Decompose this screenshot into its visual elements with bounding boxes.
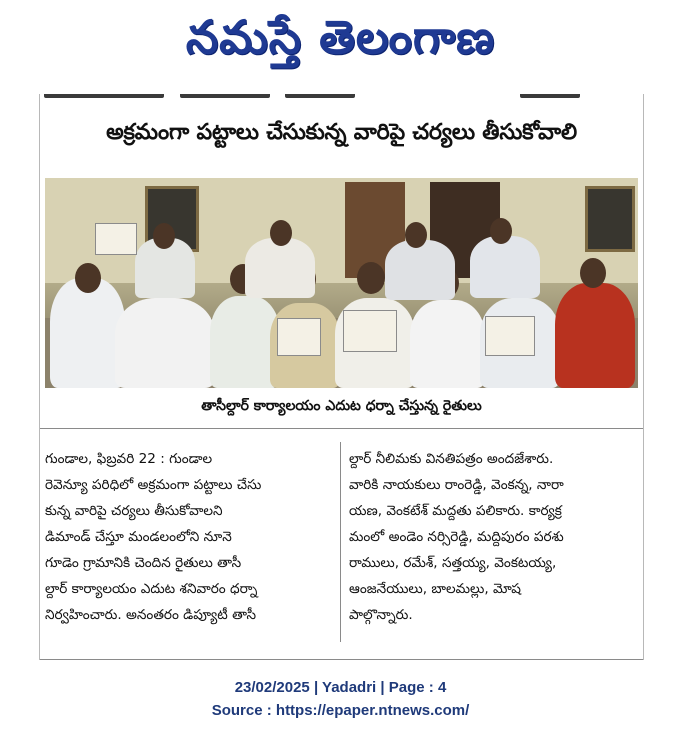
article-headline: అక్రమంగా పట్టాలు చేసుకున్న వారిపై చర్యలు తీసుకోవాలి <box>106 120 577 145</box>
article-line: గూడెం గ్రామానికి చెందిన రైతులు తాసీ <box>45 555 242 571</box>
article-body-right-column <box>349 446 637 628</box>
article-line: మంలో అండెం నర్సిరెడ్డి, మద్దిపురం పరశు <box>349 529 564 545</box>
source-footer <box>0 676 681 722</box>
article-line: ల్దార్ నీలిమకు వినతిపత్రం అందజేశారు. <box>349 451 554 467</box>
article-line: గుండాల, ఫిబ్రవరి 22 : గుండాల <box>45 451 213 467</box>
masthead-title: నమస్తే తెలంగాణ <box>185 10 496 64</box>
article-body-left-column <box>45 446 333 628</box>
article-line: నిర్వహించారు. అనంతరం డిప్యూటీ తాసీ <box>45 607 257 623</box>
article-line: రెవెన్యూ పరిధిలో అక్రమంగా పట్టాలు చేసు <box>45 477 262 493</box>
cropped-text-strip <box>40 94 643 106</box>
news-clipping <box>39 94 644 660</box>
article-line: ఆంజనేయులు, బాలమల్లు, మోష <box>349 581 521 597</box>
article-photo <box>45 178 638 388</box>
footer-date-edition: 23/02/2025 | Yadadri | Page : 4 <box>234 679 447 696</box>
photo-caption: తాసీల్దార్ కార్యాలయం ఎదుట ధర్నా చేస్తున్న రైతులు <box>201 398 482 414</box>
column-divider <box>340 442 341 642</box>
caption-rule <box>40 428 643 429</box>
bottom-rule <box>40 659 643 660</box>
article-line: రాములు, రమేశ్, సత్తయ్య, వెంకటయ్య, <box>349 555 557 571</box>
article-line: వారికి నాయకులు రాంరెడ్డి, వెంకన్న, నారా <box>349 477 564 493</box>
footer-source-link[interactable]: Source : https://epaper.ntnews.com/ <box>211 702 470 719</box>
article-line: పాల్గొన్నారు. <box>349 607 413 623</box>
article-line: ల్దార్ కార్యాలయం ఎదుట శనివారం ధర్నా <box>45 581 258 597</box>
newspaper-masthead <box>0 0 681 86</box>
article-line: డిమాండ్ చేస్తూ మండలంలోని నూనె <box>45 529 232 545</box>
article-line: కున్న వారిపై చర్యలు తీసుకోవాలని <box>45 503 223 519</box>
article-line: యణ, వెంకటేశ్ మద్దతు పలికారు. కార్యక్ర <box>349 503 562 519</box>
